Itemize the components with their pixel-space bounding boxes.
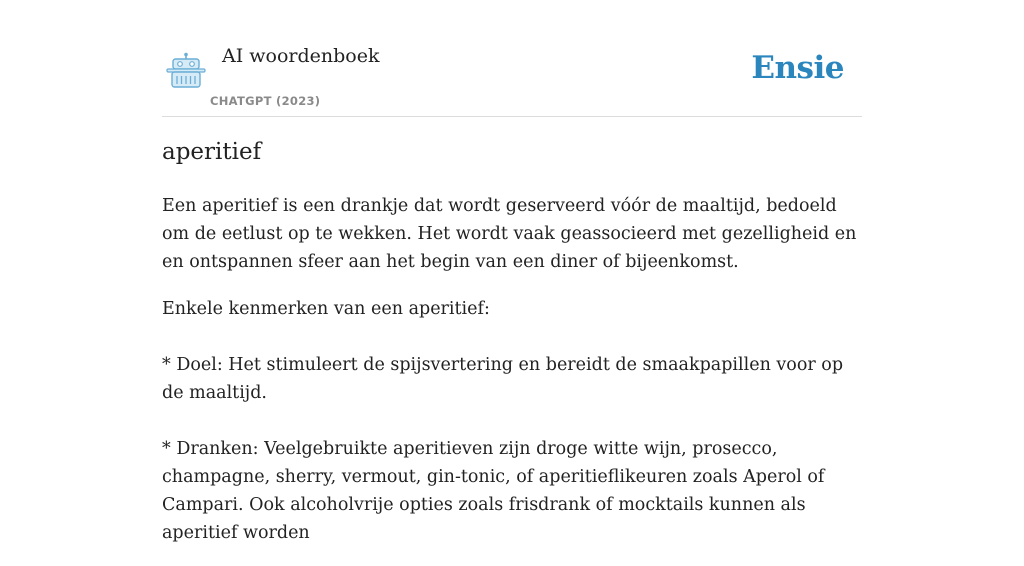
entry-term: aperitief [162,139,262,165]
robot-icon [166,52,206,90]
definition-bullet: * Doel: Het stimuleert de spijsvertering en bereidt de smaakpapillen voor op de maaltijd. [162,355,844,403]
definition-paragraph: Een aperitief is een drankje dat wordt geserveerd vóór de maaltijd, bedoeld om de eetlust op te wekken. Het wordt vaak geassocieerd met gezelligheid en en ontspannen sfeer aan het begin van een diner of bijeenkomst. [162,196,857,272]
source-title[interactable]: AI woordenboek [222,45,380,67]
entry-definition [162,192,862,566]
definition-bullet: * Dranken: Veelgebruikte aperitieven zijn droge witte wijn, prosecco, champagne, sherry, vermout, gin-tonic, of aperitieflikeuren zoals Aperol of Campari. Ook alcoholvrije opties zoals frisdrank of mocktails kunnen als aperitief worden [162,439,825,543]
source-header [162,0,862,117]
source-subtitle: CHATGPT (2023) [210,94,321,108]
brand-logo[interactable]: Ensie [751,50,844,86]
definition-paragraph: Enkele kenmerken van een aperitief: [162,299,490,319]
